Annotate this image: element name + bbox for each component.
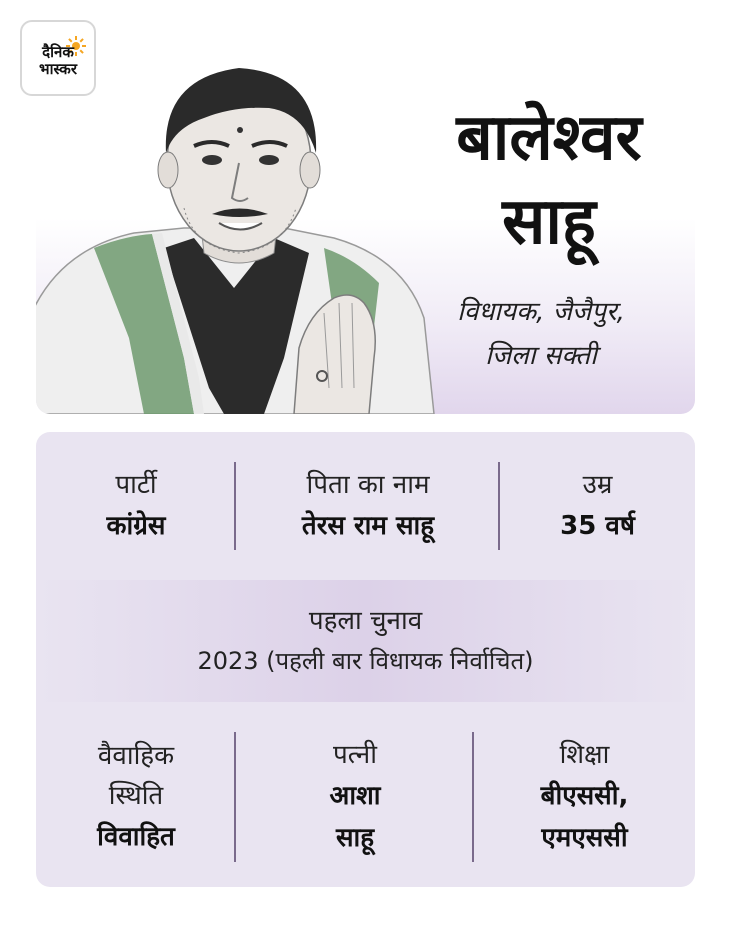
father-value: तेरस राम साहू [301, 511, 435, 541]
spouse-value-line-1: आशा [329, 781, 381, 811]
portrait-illustration [36, 58, 444, 414]
education-label: शिक्षा [559, 740, 610, 770]
name-line-1: बालेश्वर [456, 101, 642, 175]
age-label: उम्र [582, 470, 613, 500]
age-cell [500, 462, 695, 550]
first-election-label: पहला चुनाव [308, 606, 423, 636]
logo-line-1: दैनिक [42, 43, 74, 61]
dainik-bhaskar-logo [20, 20, 96, 96]
designation-line-2: जिला सक्ती [485, 341, 597, 371]
person-name [414, 96, 684, 264]
designation-line-1: विधायक, जैजैपुर, [457, 297, 625, 327]
spouse-label: पत्नी [333, 740, 377, 770]
education-value-line-2: एमएससी [541, 823, 628, 853]
designation [406, 290, 676, 378]
age-value: 35 वर्ष [560, 511, 635, 541]
marital-label-line-2: स्थिति [108, 781, 164, 811]
spouse-cell [236, 732, 474, 862]
first-election-value: 2023 (पहली बार विधायक निर्वाचित) [197, 647, 534, 675]
father-label: पिता का नाम [306, 470, 430, 500]
marital-label-line-1: वैवाहिक [97, 741, 175, 771]
party-value: कांग्रेस [106, 511, 166, 541]
first-election-cell [36, 580, 695, 702]
marital-value: विवाहित [97, 822, 175, 852]
education-cell [474, 732, 695, 862]
father-cell [236, 462, 500, 550]
marital-cell [36, 732, 236, 862]
education-value-line-1: बीएससी, [540, 781, 629, 811]
party-label: पार्टी [115, 470, 157, 500]
logo-line-2: भास्कर [39, 60, 77, 78]
spouse-value-line-2: साहू [335, 823, 375, 853]
first-election-band [36, 580, 695, 702]
details-row-3 [36, 732, 695, 862]
profile-details-card [36, 432, 695, 887]
party-cell [36, 462, 236, 550]
name-line-2: साहू [502, 185, 596, 259]
profile-hero-card [36, 58, 695, 414]
details-row-1 [36, 462, 695, 550]
